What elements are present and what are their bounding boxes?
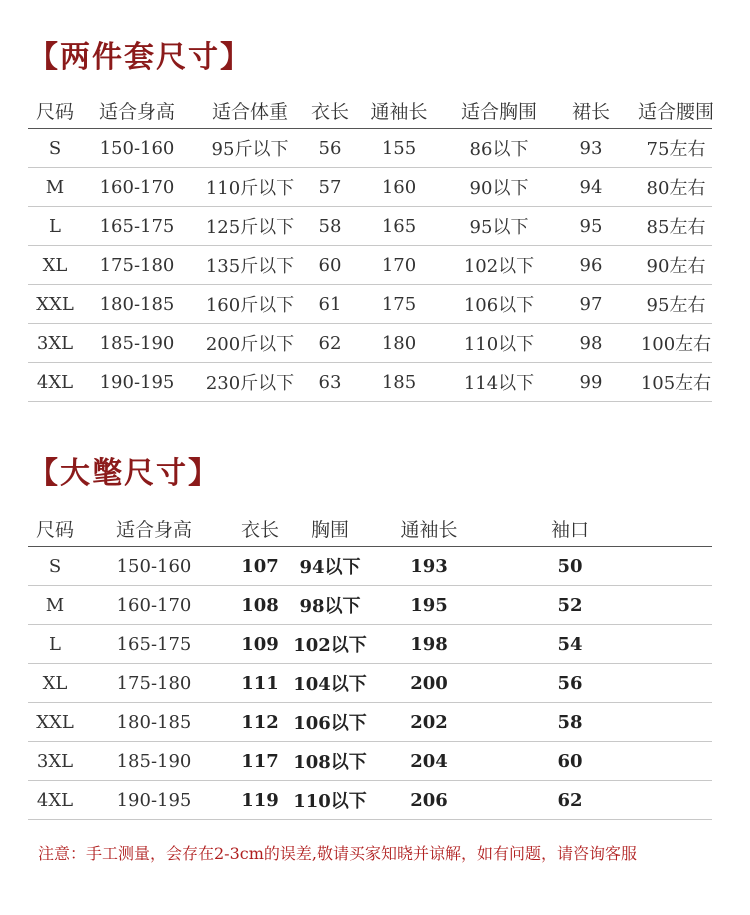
table-cell: L: [49, 633, 61, 655]
table-cell: 150-160: [116, 555, 192, 577]
table-cell: 98以下: [299, 596, 361, 617]
table-cell: 57: [318, 176, 342, 198]
table-cell: 102以下: [463, 256, 535, 277]
table-cell: 165-175: [116, 633, 192, 655]
table-cell: 56: [557, 672, 583, 694]
column-header: 尺码: [35, 100, 74, 123]
column-header: 衣长: [310, 100, 349, 123]
table-cell: 95左右: [646, 295, 706, 316]
column-header: 适合腰围: [637, 100, 714, 123]
column-header: 尺码: [35, 518, 74, 541]
table-row: [28, 781, 712, 820]
table-cell: 150-160: [99, 137, 175, 159]
table-cell: 3XL: [36, 750, 74, 772]
table-cell: 4XL: [36, 371, 74, 393]
table-cell: 56: [318, 137, 342, 159]
column-header: 适合体重: [211, 100, 288, 123]
table-cell: L: [49, 215, 61, 237]
table-cell: 175: [381, 293, 417, 315]
section-title-two-piece: 【两件套尺寸】: [28, 40, 252, 75]
table-cell: 60: [318, 254, 342, 276]
table-cell: 180-185: [99, 293, 175, 315]
table-cell: 106以下: [463, 295, 535, 316]
table-cell: 102以下: [293, 635, 367, 656]
table-cell: M: [45, 176, 65, 198]
table-cell: 86以下: [469, 139, 529, 160]
table-cell: 75左右: [646, 139, 706, 160]
table-cell: 107: [241, 555, 279, 577]
column-header: 衣长: [240, 518, 279, 541]
column-header: 胸围: [310, 518, 349, 541]
table-cell: 58: [318, 215, 342, 237]
table-cell: 63: [318, 371, 342, 393]
column-header: 通袖长: [370, 100, 428, 123]
table-cell: 95: [579, 215, 603, 237]
table-row: [28, 586, 712, 625]
table-cell: XXL: [36, 711, 74, 733]
column-header: 适合身高: [115, 518, 192, 541]
table-cell: 160斤以下: [205, 295, 295, 316]
table-cell: 99: [579, 371, 603, 393]
table-cell: 185-190: [116, 750, 192, 772]
table-cell: 135斤以下: [205, 256, 295, 277]
table-cell: 106以下: [293, 713, 367, 734]
table-row: [28, 285, 712, 324]
table-row: [28, 547, 712, 586]
table-cell: 108: [241, 594, 279, 616]
table-cell: 93: [579, 137, 603, 159]
table-cell: 60: [557, 750, 583, 772]
table-cell: 90左右: [646, 256, 706, 277]
table-row: [28, 246, 712, 285]
table-header-row: [28, 92, 712, 129]
table-row: [28, 363, 712, 402]
section-title-cloak: 【大氅尺寸】: [28, 456, 220, 491]
table-cell: 117: [241, 750, 279, 772]
table-cell: 112: [241, 711, 279, 733]
table-row: [28, 625, 712, 664]
table-cell: 97: [579, 293, 603, 315]
table-cell: XXL: [36, 293, 74, 315]
table-cell: 195: [410, 594, 448, 616]
table-cell: 110斤以下: [205, 178, 295, 199]
table-cell: 105左右: [640, 373, 712, 394]
table-header-row: [28, 510, 712, 547]
table-cell: 190-195: [99, 371, 175, 393]
table-cell: 125斤以下: [205, 217, 295, 238]
table-cell: 180-185: [116, 711, 192, 733]
table-cell: 52: [557, 594, 583, 616]
table-cell: 94: [579, 176, 603, 198]
table-cell: 94以下: [299, 557, 361, 578]
measurement-note: 注意：手工测量，会存在2-3cm的误差,敬请买家知晓并谅解，如有问题，请咨询客服: [38, 844, 637, 863]
table-cell: 160-170: [99, 176, 175, 198]
table-cell: M: [45, 594, 65, 616]
table-cell: 110以下: [293, 791, 367, 812]
table-cell: 206: [410, 789, 448, 811]
column-header: 通袖长: [400, 518, 458, 541]
table-cell: 54: [557, 633, 583, 655]
table-cell: 155: [381, 137, 417, 159]
table-cell: 175-180: [99, 254, 175, 276]
table-cell: 98: [579, 332, 603, 354]
table-cell: 160: [381, 176, 417, 198]
table-cell: 202: [410, 711, 448, 733]
table-cell: 4XL: [36, 789, 74, 811]
table-cell: 85左右: [646, 217, 706, 238]
column-header: 裙长: [571, 100, 610, 123]
table-cell: 114以下: [463, 373, 535, 394]
table-cell: 200斤以下: [205, 334, 295, 355]
table-cell: S: [48, 555, 62, 577]
table-cell: 61: [318, 293, 342, 315]
table-cell: XL: [42, 254, 68, 276]
table-cell: 204: [410, 750, 448, 772]
table-cell: 185: [381, 371, 417, 393]
table-cell: 109: [241, 633, 279, 655]
table-cell: XL: [42, 672, 68, 694]
table-cell: 62: [557, 789, 583, 811]
table-cell: 111: [241, 672, 279, 694]
table-cell: 100左右: [640, 334, 712, 355]
table-cell: S: [48, 137, 62, 159]
size-table-cloak: [28, 510, 712, 820]
column-header: 适合胸围: [460, 100, 537, 123]
column-header: 适合身高: [98, 100, 175, 123]
table-cell: 180: [381, 332, 417, 354]
table-cell: 58: [557, 711, 583, 733]
table-row: [28, 703, 712, 742]
table-cell: 193: [410, 555, 448, 577]
table-row: [28, 742, 712, 781]
table-row: [28, 129, 712, 168]
table-cell: 50: [557, 555, 583, 577]
size-table-two-piece: [28, 92, 712, 402]
table-cell: 200: [410, 672, 448, 694]
table-row: [28, 324, 712, 363]
table-row: [28, 664, 712, 703]
table-cell: 80左右: [646, 178, 706, 199]
table-cell: 3XL: [36, 332, 74, 354]
table-cell: 160-170: [116, 594, 192, 616]
table-cell: 198: [410, 633, 448, 655]
table-cell: 90以下: [469, 178, 529, 199]
table-cell: 190-195: [116, 789, 192, 811]
table-cell: 230斤以下: [205, 373, 295, 394]
column-header: 袖口: [550, 518, 589, 541]
table-cell: 104以下: [293, 674, 367, 695]
table-row: [28, 168, 712, 207]
table-cell: 96: [579, 254, 603, 276]
table-cell: 185-190: [99, 332, 175, 354]
table-cell: 165: [381, 215, 417, 237]
table-cell: 95以下: [469, 217, 529, 238]
table-cell: 175-180: [116, 672, 192, 694]
table-cell: 62: [318, 332, 342, 354]
table-cell: 119: [241, 789, 279, 811]
table-cell: 170: [381, 254, 417, 276]
table-cell: 108以下: [293, 752, 367, 773]
table-cell: 110以下: [463, 334, 535, 355]
table-cell: 165-175: [99, 215, 175, 237]
table-row: [28, 207, 712, 246]
table-cell: 95斤以下: [211, 139, 289, 160]
